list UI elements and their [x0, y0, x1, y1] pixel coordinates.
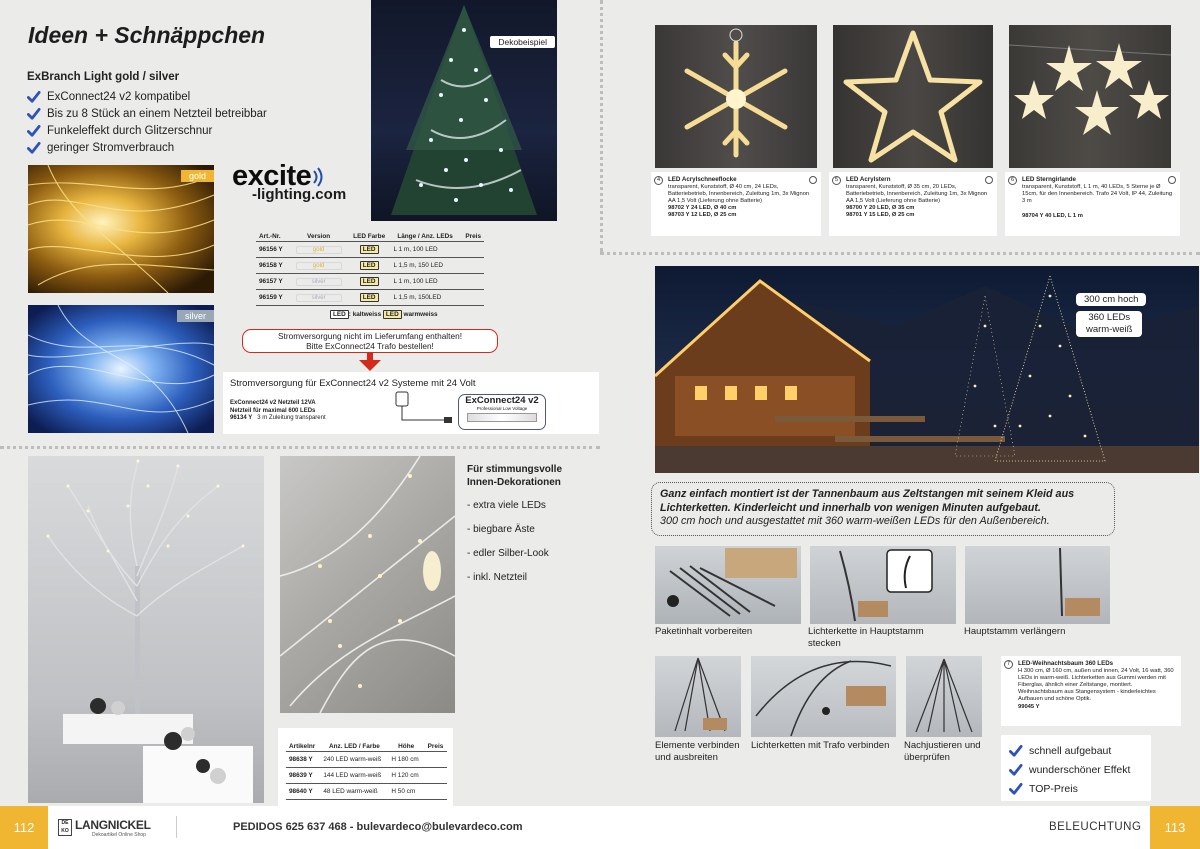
silver-tree-illustration [28, 456, 264, 803]
step-caption: Lichterkette in Hauptstamm stecken [808, 626, 924, 649]
led-color-badge: LED [360, 277, 379, 286]
step-caption: Hauptstamm verlängern [964, 626, 1066, 637]
star-icon [833, 25, 993, 168]
silver-tree-bullets [467, 500, 549, 596]
length-cell: L 1 m, 100 LED [391, 274, 460, 290]
article-number: 98640 Y [286, 784, 320, 800]
silver-tree-large-photo [28, 456, 264, 803]
product-card-star [829, 172, 997, 236]
feature-item: wunderschöner Effekt [1009, 760, 1143, 779]
exbranch-title: ExBranch Light gold / silver [27, 71, 180, 83]
power-title: Stromversorgung für ExConnect24 v2 Systeme mit 24 Volt [230, 378, 476, 389]
outdoor-description [651, 482, 1115, 536]
table-row [286, 752, 447, 768]
led-cell: 240 LED warm-weiß [320, 752, 388, 768]
star-garland-illustration [1009, 25, 1171, 168]
step-photo-2 [810, 546, 956, 624]
col-header: Preis [427, 743, 444, 750]
snowflake-icon [655, 25, 817, 168]
step-caption: Elemente verbinden und ausbreiten [655, 740, 740, 763]
feature-item: schnell aufgebaut [1009, 741, 1143, 760]
table-row [256, 274, 484, 290]
feature-item: TOP-Preis [1009, 779, 1143, 798]
col-header: LED Farbe [353, 233, 386, 240]
notice-line: Stromversorgung nicht im Lieferumfang enthalten! [277, 331, 462, 341]
battery-icon [985, 176, 993, 184]
silver-tree-closeup-photo [280, 456, 455, 713]
description-bold: Ganz einfach montiert ist der Tannenbaum aus Zeltstangen mit seinem Kleid aus Lichterketten. Kinderleicht und innerhalb von wenigen Minuten aufgebaut. [660, 488, 1075, 514]
footer [0, 806, 1200, 849]
badge-title: ExConnect24 v2 [465, 395, 539, 406]
product-title: LED-Weihnachtsbaum 360 LEDs [1018, 660, 1114, 667]
branch-closeup-illustration [280, 456, 455, 713]
led-cell: 144 LED warm-weiß [320, 768, 388, 784]
checkmark-icon [27, 141, 41, 155]
checkmark-icon [1009, 744, 1023, 758]
description-normal: 300 cm hoch und ausgestattet mit 360 warm-weißen LEDs für den Außenbereich. [660, 515, 1050, 527]
product-variant: 98704 Y 40 LED, L 1 m [1022, 213, 1083, 220]
col-header: Art.-Nr. [259, 233, 281, 240]
checkmark-icon [27, 107, 41, 121]
table-row [256, 258, 484, 274]
star-photo [833, 25, 993, 168]
signal-waves-icon [311, 166, 327, 188]
height-cell: H 120 cm [388, 768, 424, 784]
article-number: 96158 Y [256, 258, 289, 274]
product-variant: 98703 Y 12 LED, Ø 25 cm [668, 212, 737, 219]
checkmark-icon [27, 124, 41, 138]
cold-led-badge: LED [330, 310, 349, 319]
badge-line: 360 LEDs [1088, 312, 1131, 323]
height-cell: H 50 cm [388, 784, 424, 800]
legend-warm-text: warmweiss [403, 311, 438, 318]
bullet-item: - biegbare Äste [467, 524, 535, 535]
led-color-badge: LED [360, 245, 379, 254]
logo-word: excite [232, 160, 312, 192]
step-photo-4 [655, 656, 741, 737]
product-title: LED Sterngirlande [1022, 176, 1076, 183]
feature-item: Funkeleffekt durch Glitzerschnur [27, 122, 267, 139]
product-variant: 98702 Y 24 LED, Ø 40 cm [668, 205, 737, 212]
product-desc: transparent, Kunststoff, Ø 35 cm, 20 LEDs, Batteriebetrieb, Innenbereich, Zuleitung 1m, 3x Mignon AA 1,5 Volt (Lieferung ohne Batterie) [846, 184, 988, 205]
silver-wire-strands [28, 305, 214, 433]
product-number: 6 [1008, 176, 1017, 185]
product-number: 5 [832, 176, 841, 185]
divider [600, 0, 603, 252]
exconnect-badge [458, 394, 546, 430]
feature-item: Bis zu 8 Stück an einem Netzteil betreibbar [27, 105, 267, 122]
step-photo-6 [906, 656, 982, 737]
warm-led-badge: LED [383, 310, 402, 319]
connector-graphic [467, 413, 537, 422]
product-desc: transparent, Kunststoff, L 1 m, 40 LEDs, 5 Sterne je Ø 15cm, für den Innenbereich. Trafo 24 Volt, IP 44, Zuleitung 3 m [1022, 184, 1173, 205]
table-row [256, 242, 484, 258]
length-cell: L 1,5 m, 150LED [391, 290, 460, 306]
article-number: 96156 Y [256, 242, 289, 258]
stem-extend-icon [965, 546, 1110, 624]
elements-connect-icon [655, 656, 741, 737]
led-cell: 48 LED warm-weiß [320, 784, 388, 800]
col-header: Länge / Anz. LEDs [397, 233, 453, 240]
product-variant: 98701 Y 15 LED, Ø 25 cm [846, 212, 915, 219]
page-number-left: 112 [0, 806, 48, 849]
gold-label: gold [181, 170, 214, 182]
notice-line: Bitte ExConnect24 Trafo bestellen! [306, 341, 434, 351]
contact-line[interactable]: PEDIDOS 625 637 468 - bulevardeco@bulevardeco.com [233, 821, 523, 833]
article-number: 96157 Y [256, 274, 289, 290]
gold-lights-photo [28, 165, 214, 293]
step-caption: Paketinhalt vorbereiten [655, 626, 753, 637]
snowflake-photo [655, 25, 817, 168]
plug-icon [1168, 176, 1176, 184]
silver-label: silver [177, 310, 214, 322]
gold-wire-strands [28, 165, 214, 293]
package-contents-icon [655, 546, 801, 624]
section-name: BELEUCHTUNG [1049, 821, 1142, 833]
divider [600, 252, 1200, 255]
article-number: 96134 Y [230, 415, 253, 421]
height-cell: H 180 cm [388, 752, 424, 768]
article-number: 96159 Y [256, 290, 289, 306]
step-photo-5 [751, 656, 896, 737]
footer-separator [176, 816, 177, 838]
product-title: LED Acrylstern [846, 176, 891, 183]
product-title: LED Acrylschneeflocke [668, 176, 737, 183]
power-line: Netzteil für maximal 600 LEDs [230, 407, 316, 414]
power-line: ExConnect24 v2 Netzteil 12VA [230, 400, 316, 406]
col-header: Artikelnr [289, 743, 316, 750]
step-caption: Nachjustieren und überprüfen [904, 740, 981, 763]
length-cell: L 1,5 m, 150 LED [391, 258, 460, 274]
brand-subtitle: Dekoartikel Online Shop [92, 832, 146, 838]
height-badge: 300 cm hoch [1076, 293, 1146, 306]
stem-insert-icon [810, 546, 956, 624]
bullet-item: - extra viele LEDs [467, 500, 546, 511]
power-adapter-icon [388, 390, 456, 428]
col-header: Version [307, 233, 331, 240]
star-garland-photo [1009, 25, 1171, 168]
product-number: 7 [1004, 660, 1013, 669]
legend-cold-text: : kaltweiss [348, 311, 382, 318]
led-legend [256, 310, 484, 319]
product-card-tree-360 [1001, 656, 1181, 726]
power-supply-box [223, 372, 599, 434]
step-photo-1 [655, 546, 801, 624]
product-number: 4 [654, 176, 663, 185]
step-caption: Lichterketten mit Trafo verbinden [751, 740, 890, 751]
page-number-right: 113 [1150, 806, 1200, 849]
feature-item: ExConnect24 v2 kompatibel [27, 88, 267, 105]
table-row [286, 768, 447, 784]
brand-name: LANGNICKEL [75, 818, 151, 832]
power-notice-box [242, 329, 498, 353]
power-desc: 3 m Zuleitung transparent [257, 415, 326, 421]
badge-line: warm-weiß [1086, 324, 1133, 335]
bullet-item: - inkl. Netzteil [467, 572, 528, 583]
product-desc: H 300 cm, Ø 160 cm, außen und innen, 24 Volt, 16 watt, 360 LEDs in warm-weiß. Lichterketten aus Gummi werden mit Fiberglas, ähnlich einer Zeltstange, montiert. Weihnachtsbaum aus Stangensystem - kinderleichtes Aufbauen und schöne Optik. [1018, 668, 1174, 703]
product-variant: 98700 Y 20 LED, Ø 35 cm [846, 205, 915, 212]
version-pill: silver [296, 278, 342, 286]
version-pill: silver [296, 294, 342, 302]
checkmark-icon [27, 90, 41, 104]
col-header: Höhe [398, 743, 415, 750]
col-header: Preis [465, 233, 481, 240]
length-cell: L 1 m, 100 LED [391, 242, 460, 258]
transformer-connect-icon [751, 656, 896, 737]
exbranch-feature-list [27, 88, 267, 156]
adjust-tree-icon [906, 656, 982, 737]
led-color-badge: LED [360, 293, 379, 302]
deko-logo: DEKO [58, 819, 72, 836]
silver-lights-photo [28, 305, 214, 433]
checkmark-icon [1009, 763, 1023, 777]
badge-subtitle: Professional Low Voltage [476, 406, 528, 411]
step-photo-3 [965, 546, 1110, 624]
feature-item: geringer Stromverbrauch [27, 139, 267, 156]
bullet-item: - edler Silber-Look [467, 548, 549, 559]
version-pill: gold [296, 262, 342, 270]
table-row [256, 290, 484, 306]
article-number: 99045 Y [1018, 703, 1040, 710]
silver-tree-table [278, 728, 453, 806]
exbranch-table [256, 232, 484, 319]
arrow-down-icon [357, 352, 383, 372]
divider [0, 446, 600, 449]
tree360-feature-box [1001, 735, 1151, 801]
led-count-badge [1076, 311, 1142, 337]
product-desc: transparent, Kunststoff, Ø 40 cm, 24 LEDs, Batteriebetrieb, Innenbereich, Zuleitung 1m, 3x Mignon AA 1,5 Volt (Lieferung ohne Batterie) [668, 184, 810, 205]
deko-label: Dekobeispiel [490, 36, 555, 48]
col-header: Anz. LED / Farbe [329, 743, 380, 750]
outdoor-tree-photo [655, 266, 1199, 473]
silver-tree-heading: Für stimmungsvolle Innen-Dekorationen [467, 464, 563, 488]
led-color-badge: LED [360, 261, 379, 270]
excite-lighting-logo [232, 160, 367, 203]
article-number: 98638 Y [286, 752, 320, 768]
logo-domain: -lighting.com [252, 186, 347, 203]
article-number: 98639 Y [286, 768, 320, 784]
product-card-star-garland [1005, 172, 1180, 236]
battery-icon [809, 176, 817, 184]
version-pill: gold [296, 246, 342, 254]
table-row [286, 784, 447, 800]
christmas-tree-illustration [371, 0, 557, 221]
checkmark-icon [1009, 782, 1023, 796]
deko-tree-photo [371, 0, 557, 221]
page-title: Ideen + Schnäppchen [28, 22, 266, 48]
product-card-snowflake [651, 172, 821, 236]
